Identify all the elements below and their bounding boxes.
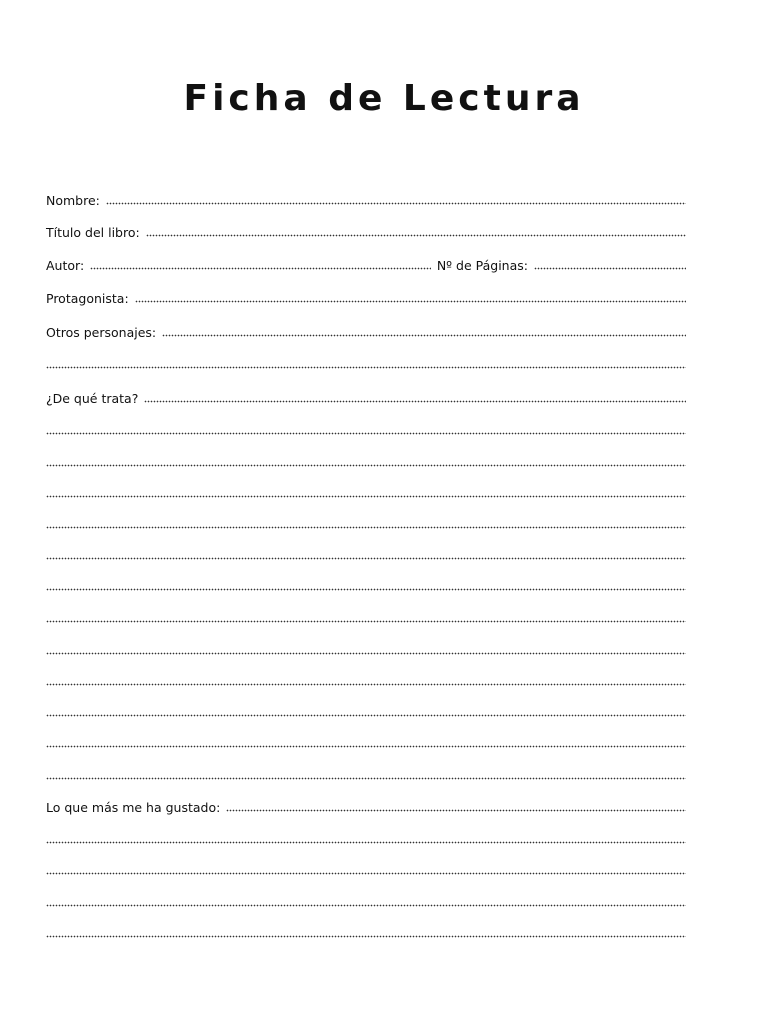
otros-personajes-row <box>46 320 686 340</box>
nombre-answer-line[interactable] <box>106 201 686 205</box>
titulo-label: Título del libro: <box>46 225 140 240</box>
de-que-trata-answer-line[interactable] <box>144 399 686 403</box>
blank-line <box>46 574 686 594</box>
blank-line <box>46 890 686 910</box>
titulo-answer-line[interactable] <box>146 233 686 237</box>
blank-line <box>46 858 686 878</box>
blank-line <box>46 638 686 658</box>
nombre-row <box>46 188 686 208</box>
page-title: Ficha de Lectura <box>183 78 585 119</box>
protagonista-answer-line[interactable] <box>135 299 686 303</box>
answer-line[interactable] <box>46 840 686 844</box>
blank-line <box>46 481 686 501</box>
answer-line[interactable] <box>46 431 686 435</box>
answer-line[interactable] <box>46 556 686 560</box>
answer-line[interactable] <box>46 651 686 655</box>
autor-answer-line[interactable] <box>90 266 431 270</box>
answer-line[interactable] <box>46 871 686 875</box>
protagonista-row <box>46 286 686 306</box>
titulo-row <box>46 220 686 240</box>
answer-line[interactable] <box>46 587 686 591</box>
answer-line[interactable] <box>46 903 686 907</box>
answer-line[interactable] <box>46 776 686 780</box>
paginas-label: Nº de Páginas: <box>436 258 528 273</box>
lo-que-mas-gustado-row <box>46 795 686 815</box>
blank-line <box>46 418 686 438</box>
blank-line <box>46 543 686 563</box>
answer-line[interactable] <box>46 713 686 717</box>
answer-line[interactable] <box>46 934 686 938</box>
paginas-answer-line[interactable] <box>534 266 686 270</box>
answer-line[interactable] <box>46 525 686 529</box>
answer-line[interactable] <box>46 494 686 498</box>
blank-line <box>46 450 686 470</box>
blank-line <box>46 669 686 689</box>
de-que-trata-label: ¿De qué trata? <box>46 391 139 406</box>
autor-label: Autor: <box>46 258 85 273</box>
answer-line[interactable] <box>46 463 686 467</box>
blank-line <box>46 921 686 941</box>
blank-line <box>46 763 686 783</box>
otros-personajes-answer-line[interactable] <box>162 333 686 337</box>
otros-personajes-label: Otros personajes: <box>46 325 157 340</box>
lo-que-mas-gustado-answer-line[interactable] <box>226 808 686 812</box>
answer-line[interactable] <box>46 619 686 623</box>
answer-line[interactable] <box>46 682 686 686</box>
blank-line <box>46 731 686 751</box>
lo-que-mas-gustado-label: Lo que más me ha gustado: <box>46 800 221 815</box>
de-que-trata-row <box>46 386 686 406</box>
autor-row <box>46 253 686 273</box>
blank-line <box>46 606 686 626</box>
blank-line <box>46 827 686 847</box>
blank-line <box>46 512 686 532</box>
protagonista-label: Protagonista: <box>46 291 129 306</box>
blank-line <box>46 700 686 720</box>
otros-personajes-line-2 <box>46 352 686 372</box>
answer-line[interactable] <box>46 365 686 369</box>
nombre-label: Nombre: <box>46 193 100 208</box>
answer-line[interactable] <box>46 744 686 748</box>
